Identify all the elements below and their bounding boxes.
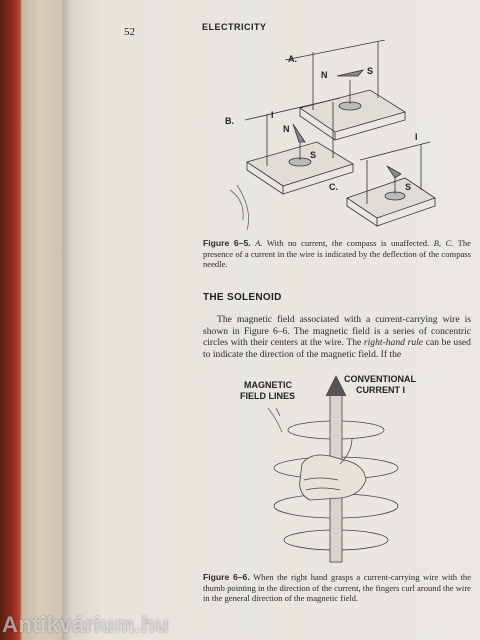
caption-text-a: With no current, the compass is unaffected. xyxy=(262,238,434,248)
figure-6-5-caption xyxy=(203,238,471,270)
watermark-text: Antikvárium.hu xyxy=(2,612,170,637)
figure-6-6-caption xyxy=(203,572,471,604)
caption2-text: When the right hand grasps a current-carrying wire with the thumb pointing in the direction of the current, the fingers curl around the wire in the general direction of the magnetic field. xyxy=(203,572,472,604)
figure-label-b: B. xyxy=(225,116,234,126)
page-number: 52 xyxy=(124,26,135,38)
pole-s-c: S xyxy=(405,182,412,192)
book-page-edges xyxy=(0,0,62,640)
figure-label-a: A. xyxy=(288,54,297,64)
paragraph-emphasis: right-hand rule xyxy=(363,337,424,349)
caption2-figure-number: Figure 6–6. xyxy=(203,572,250,582)
label-magnetic: MAGNETIC xyxy=(244,380,292,390)
pole-n-b: N xyxy=(283,124,290,134)
watermark xyxy=(0,612,480,640)
caption-text-bc: The presence of a current in the wire is indicated by the deflection of the compass needle. xyxy=(203,238,471,270)
label-current-i: CURRENT I xyxy=(356,385,405,395)
pole-s-b: S xyxy=(310,150,317,160)
current-i-b: I xyxy=(271,110,274,120)
figure-6-5-illustration xyxy=(225,40,440,235)
pole-s-a: S xyxy=(367,66,374,76)
current-i-c: I xyxy=(415,132,418,142)
running-head: ELECTRICITY xyxy=(202,22,267,32)
section-heading: THE SOLENOID xyxy=(203,292,282,303)
caption-figure-number: Figure 6–5. xyxy=(203,238,251,248)
caption-lead-a: A. xyxy=(255,238,263,248)
figure-label-c: C. xyxy=(329,182,338,192)
label-field-lines: FIELD LINES xyxy=(240,391,296,401)
label-conventional: CONVENTIONAL xyxy=(344,374,416,384)
pole-n-a: N xyxy=(321,70,328,80)
body-paragraph xyxy=(203,314,471,360)
paragraph-text-1: The magnetic field associated with a current-carrying wire is shown in Figure 6–6. The magnetic field is a series of concentric circles with their centers at the wire. The xyxy=(203,314,471,349)
paragraph-text-2: can be used to indicate the direction of the magnetic field. If the xyxy=(203,337,471,360)
caption-lead-bc: B, C. xyxy=(433,238,454,248)
figure-6-6-illustration xyxy=(240,368,430,570)
